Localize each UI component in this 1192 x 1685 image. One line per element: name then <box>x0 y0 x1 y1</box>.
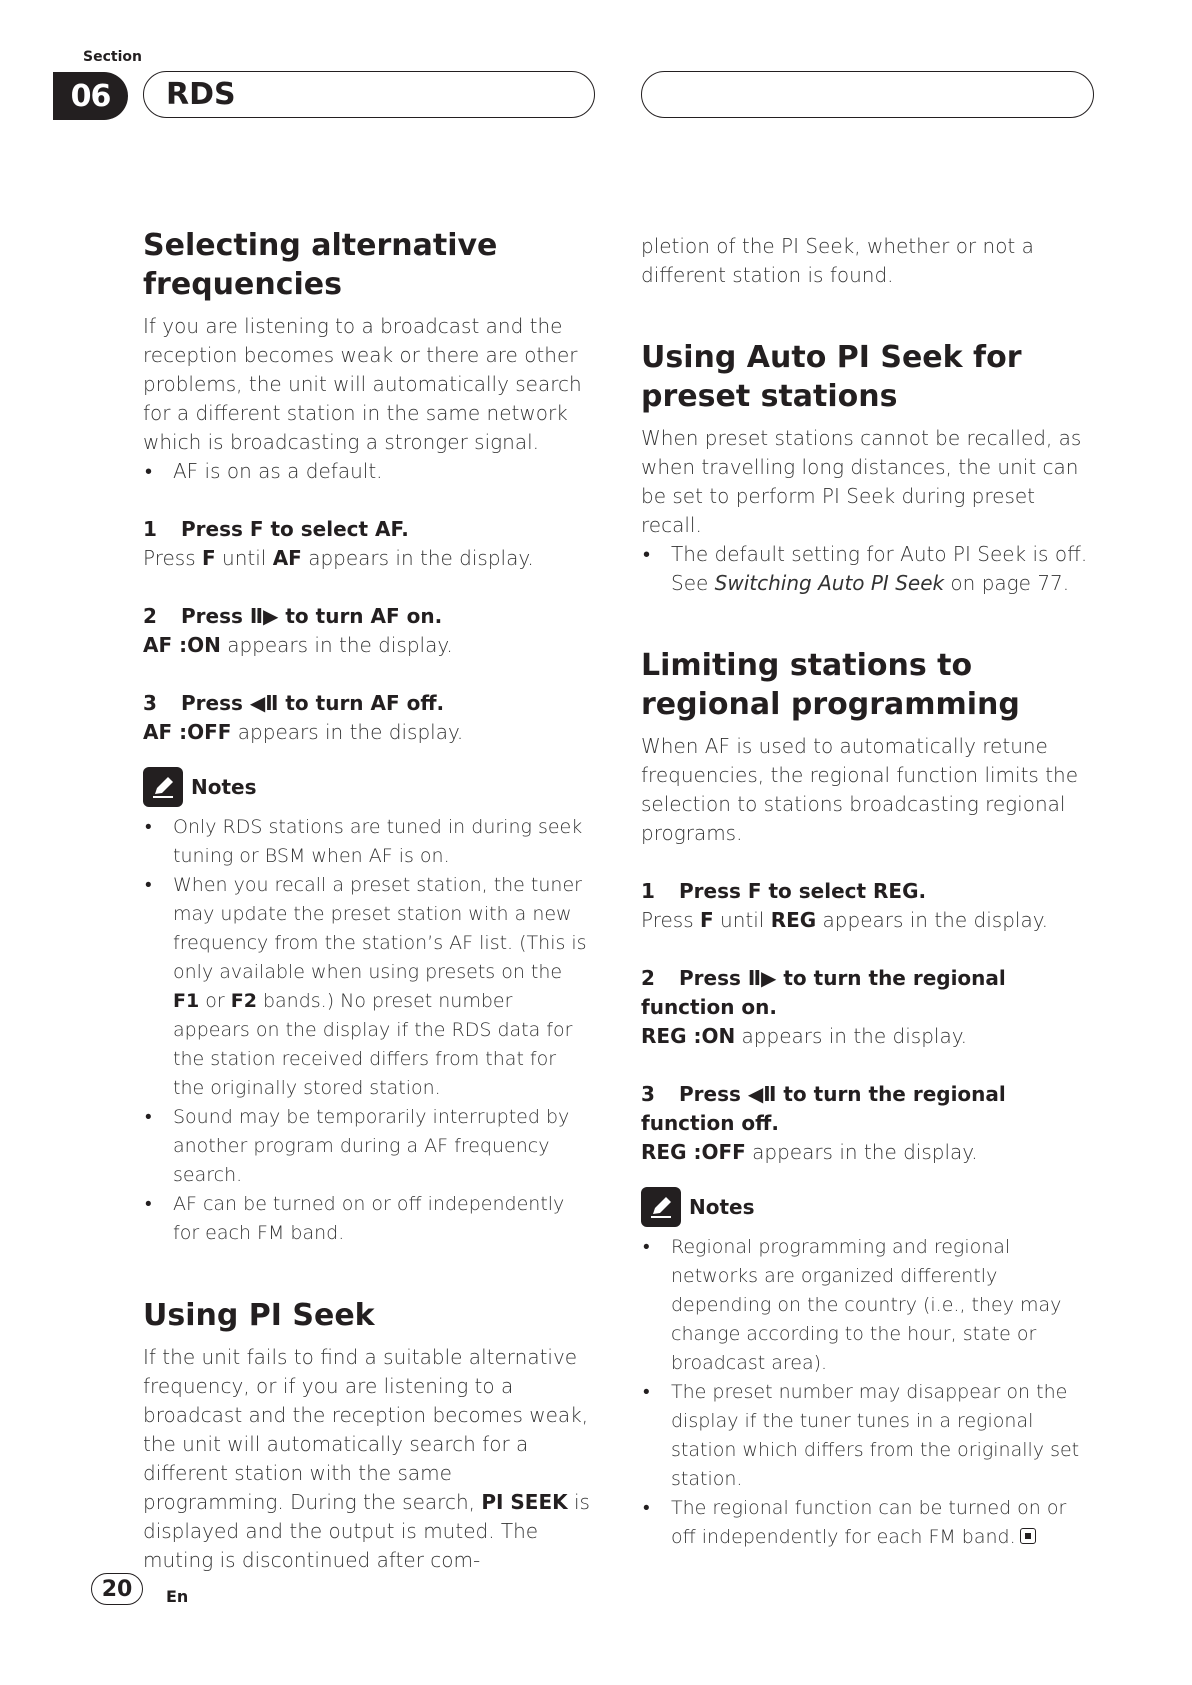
section-number-badge: 06 <box>53 72 128 120</box>
step-title: Press Ⅱ▶ to turn AF on. <box>181 604 443 628</box>
bullet-item: • AF is on as a default. <box>143 457 593 486</box>
step-2-reg <box>641 964 1091 1022</box>
notes-header <box>143 767 593 807</box>
chapter-title-box <box>143 71 595 118</box>
notes-list <box>143 813 593 1248</box>
chapter-title: RDS <box>166 77 236 112</box>
pencil-note-icon <box>143 767 183 807</box>
step-title: Press ◀Ⅱ to turn the regional function off. <box>641 1082 1006 1135</box>
pi-seek-paragraph: If the unit fails to find a suitable alternative frequency, or if you are listening to a broadcast and the reception becomes weak, the unit will automatically search for a different station with the same programming. During the search, PI SEEK is displayed and the output is muted. The muting is discontinued after com- <box>143 1345 590 1572</box>
step-number: 2 <box>143 604 157 628</box>
note-item: • AF can be turned on or off independently for each FM band. <box>143 1190 593 1248</box>
auto-pi-bullets <box>641 540 1091 598</box>
end-of-section-icon <box>1020 1528 1036 1544</box>
step-2-reg-desc: REG :ON appears in the display. <box>641 1024 968 1048</box>
alt-freq-bullets <box>143 457 593 486</box>
step-number: 1 <box>641 879 655 903</box>
header-empty-box <box>641 71 1094 118</box>
step-1-af-desc: Press F until AF appears in the display. <box>143 546 534 570</box>
step-title: Press Ⅱ▶ to turn the regional function on. <box>641 966 1006 1019</box>
right-column <box>641 232 1091 1552</box>
pencil-note-icon <box>641 1187 681 1227</box>
language-label: En <box>166 1587 189 1606</box>
step-2-af <box>143 602 593 631</box>
heading-regional: Limiting stations to regional programming <box>641 648 1020 722</box>
note-item: • Only RDS stations are tuned in during seek tuning or BSM when AF is on. <box>143 813 593 871</box>
step-1-af <box>143 515 593 544</box>
step-title: Press ◀Ⅱ to turn AF off. <box>181 691 445 715</box>
step-1-reg <box>641 877 1091 906</box>
step-3-af-desc: AF :OFF appears in the display. <box>143 720 464 744</box>
heading-pi-seek: Using PI Seek <box>143 1298 375 1333</box>
step-1-reg-desc: Press F until REG appears in the display. <box>641 908 1049 932</box>
step-title: Press F to select AF. <box>181 517 409 541</box>
step-number: 1 <box>143 517 157 541</box>
regional-paragraph: When AF is used to automatically retune frequencies, the regional function limits the selection to stations broadcasting regional programs. <box>641 734 1079 845</box>
step-title: Press F to select REG. <box>679 879 927 903</box>
left-column <box>143 226 593 1575</box>
pi-seek-continuation: pletion of the PI Seek, whether or not a different station is found. <box>641 234 1034 287</box>
step-number: 3 <box>641 1082 655 1106</box>
note-item: • The preset number may disappear on the display if the tuner tunes in a regional station which differs from the originally set station. <box>641 1378 1091 1494</box>
heading-auto-pi-seek: Using Auto PI Seek for preset stations <box>641 340 1022 414</box>
notes-label: Notes <box>191 775 257 799</box>
note-item: • Regional programming and regional networks are organized differently depending on the country (i.e., they may change according to the hour, state or broadcast area). <box>641 1233 1091 1378</box>
note-item: • The regional function can be turned on or off independently for each FM band. <box>641 1494 1091 1552</box>
note-item: • Sound may be temporarily interrupted by another program during a AF frequency search. <box>143 1103 593 1190</box>
step-number: 2 <box>641 966 655 990</box>
step-number: 3 <box>143 691 157 715</box>
step-2-af-desc: AF :ON appears in the display. <box>143 633 453 657</box>
notes-header <box>641 1187 1091 1227</box>
step-3-af <box>143 689 593 718</box>
bullet-item: • The default setting for Auto PI Seek is off. See Switching Auto PI Seek on page 77. <box>641 540 1091 598</box>
step-3-reg <box>641 1080 1091 1138</box>
alt-freq-intro: If you are listening to a broadcast and the reception becomes weak or there are other problems, the unit will automatically search for a different station in the same network which is broadcasting a stronger signal. <box>143 314 582 454</box>
heading-alternative-frequencies: Selecting alternative frequencies <box>143 228 498 302</box>
page-number: 20 <box>91 1573 143 1605</box>
cross-reference: Switching Auto PI Seek <box>714 571 945 595</box>
auto-pi-paragraph: When preset stations cannot be recalled, as when travelling long distances, the unit can be set to perform PI Seek during preset recall. <box>641 426 1082 537</box>
notes-label: Notes <box>689 1195 755 1219</box>
notes-list <box>641 1233 1091 1552</box>
section-label: Section <box>83 49 142 65</box>
note-item: • When you recall a preset station, the tuner may update the preset station with a new frequency from the station’s AF list. (This is only available when using presets on the F1 or F2 bands.) No preset number appears on the display if the RDS data for the station received differs from that for the originally stored station. <box>143 871 593 1103</box>
step-3-reg-desc: REG :OFF appears in the display. <box>641 1140 978 1164</box>
